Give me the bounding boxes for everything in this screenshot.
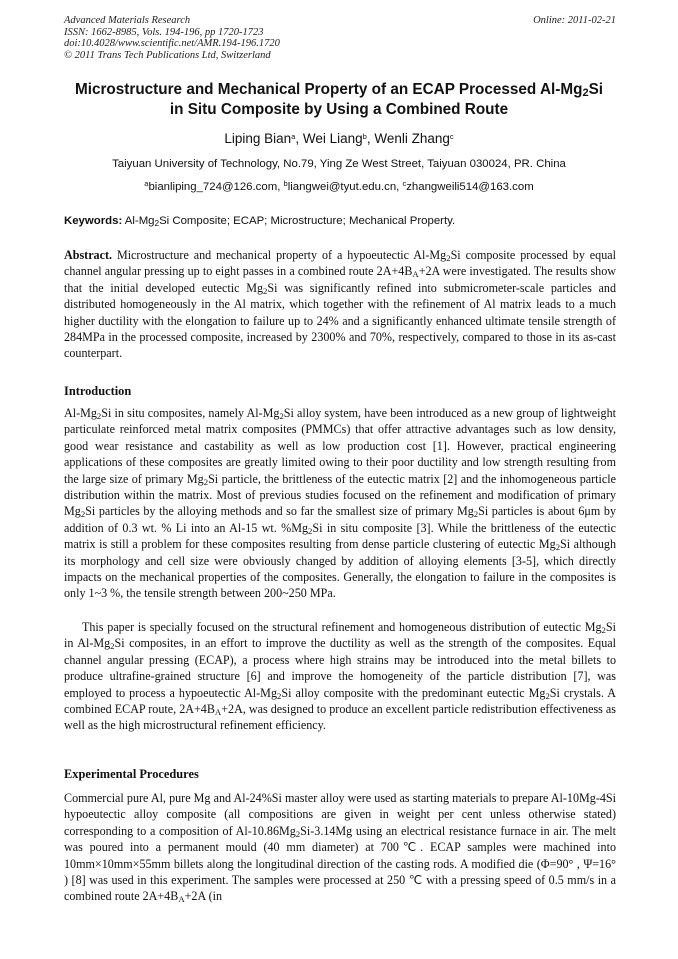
intro-paragraph-2: This paper is specially focused on the structural refinement and homogeneous distribution of eutectic $Mg_2Si$ in $Al-Mg_2Si$ composites, in an effort to improve the ductility as well as the strength of the composites. Equal channel angular pressing (ECAP), a process where high strains may be introduced into the metal billets to produce ultrafine-grained structure [6] and improve the homogeneity of the particle distribution [7], was employed to process a hypoeutectic $Al-Mg_2Si$ alloy composite with the predominant eutectic $Mg_2Si$ crystals. A combined ECAP route, $2A+4B_A+2A$, was designed to produce an excellent particle redistribution effectiveness as well as the high microstructural refinement efficiency. [64, 620, 616, 733]
abstract-label: Abstract. [64, 248, 113, 262]
title-line-2: in Situ Composite by Using a Combined Route [169, 100, 509, 118]
online-date: Online: 2011-02-21 [533, 15, 616, 26]
issn-line: ISSN: 1662-8985, Vols. 194-196, pp 1720-1723 [64, 26, 264, 38]
author-name: Wei Liang [302, 131, 363, 146]
author-emails: $^a$bianliping_724@126.com, $^b$liangwei@tyut.edu.cn, $^c$zhangweili514@163.com [144, 179, 534, 193]
doi-line: doi:10.4028/www.scientific.net/AMR.194-196.1720 [64, 38, 280, 50]
section-heading-introduction: Introduction [64, 384, 132, 398]
copyright-line: © 2011 Trans Tech Publications Ltd, Switzerland [64, 49, 271, 61]
abstract-paragraph: Abstract. Microstructure and mechanical property of a hypoeutectic $Al-Mg_2Si$ composite processed by equal channel angular pressing up to eight passes in a combined route $2A+4B_A+2A$ were investigated. The results show that the initial developed eutectic $Mg_2Si$ was significantly refined into submicrometer-scale particles and distributed homogeneously in the Al matrix, which together with the refinement of Al matrix leads to a much higher ductility with the elongation to failure up to 24% and a significantly enhanced ultimate tensile strength of 284MPa in the processed composite, increased by 2300% and 70%, respectively, compared to those in its as-cast counterpart. [64, 248, 616, 361]
section-heading-experimental: Experimental Procedures [64, 767, 199, 781]
email-link[interactable]: zhangweili514@163.com [406, 181, 534, 193]
email-link[interactable]: bianliping_724@126.com, [148, 181, 284, 193]
journal-name: Advanced Materials Research [64, 15, 191, 26]
author-list: Liping Bian$^a$, Wei Liang$^b$, Wenli Zhang$^c$ [224, 131, 454, 146]
paper-title [40, 80, 638, 119]
experimental-paragraph: Commercial pure Al, pure Mg and Al-24%Si master alloy were used as starting materials to prepare Al-10Mg-4Si hypoeutectic alloy composite (all compositions are given in weight per cent unless otherwise stated) corresponding to a composition of $Al-10.86Mg_2Si-3.14Mg$ using an electrical resistance furnace in air. The melt was poured into a permanent mould (40 mm diameter) at 700℃. ECAP samples were machined into 10mm×10mm×55mm billets along the longitudinal direction of the casting rods. A modified die (Φ=90° , Ψ=16° ) [8] was used in this experiment. The samples were processed at 250 ℃ with a pressing speed of 0.5 mm/s in a combined route $2A+4B_A+2A$ (in [64, 791, 616, 905]
author-name: Wenli Zhang [374, 131, 450, 146]
email-link[interactable]: liangwei@tyut.edu.cn, [287, 181, 403, 193]
journal-header [64, 15, 616, 61]
keywords-label: Keywords: [64, 215, 123, 227]
keywords: Keywords: $Al-Mg_2Si$ Composite; ECAP; Microstructure; Mechanical Property. [64, 215, 456, 228]
title-line-1: Microstructure and Mechanical Property of an ECAP Processed $Al-Mg_2Si$ [74, 81, 604, 99]
affiliation: Taiyuan University of Technology, No.79, Ying Ze West Street, Taiyuan 030024, PR. China [112, 158, 566, 170]
author-name: Liping Bian [224, 131, 292, 146]
intro-paragraph-1: $Al-Mg_2Si$ in situ composites, namely $Al-Mg_2Si$ alloy system, have been introduced as a new group of lightweight particulate reinforced metal matrix composites (PMMCs) that offer attractive advantages such as low density, good wear resistance and castability as well as low production cost [1]. However, practical engineering applications of these composites are greatly limited owing to their poor ductility and low strength resulting from the large size of primary $Mg_2Si$ particle, the brittleness of the eutectic matrix [2] and the inhomogeneous particle distribution within the matrix. Most of previous studies focused on the refinement and modification of primary $Mg_2Si$ particles by the alloying methods and so far the smallest size of primary $Mg_2Si$ particles is about 6μm by addition of 0.3 wt. % Li into an Al-15 wt. $\%Mg_2Si$ in situ composite [3]. While the brittleness of the eutectic matrix is still a problem for these composites resulting from dense particle clustering of eutectic $Mg_2Si$ although its morphology and cell size were obviously changed by addition of alloying elements [3-5], which directly impacts on the mechanical properties of the composites. Generally, the elongation to failure in the composites is only 1~3 %, the tensile strength between 200~250 MPa. [64, 406, 616, 601]
